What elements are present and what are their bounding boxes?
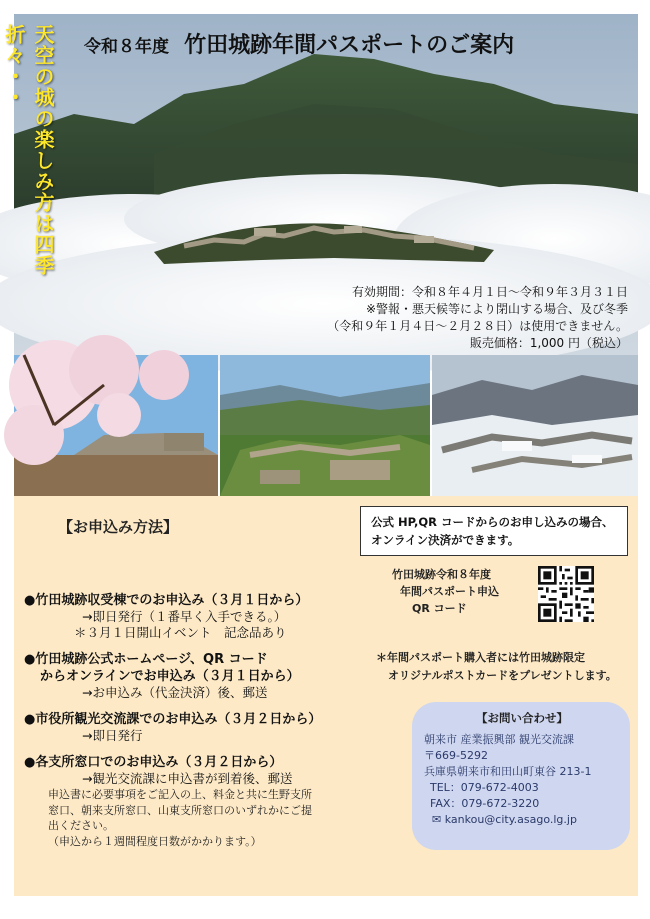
postcard-line: オリジナルポストカードをプレゼントします。 — [388, 669, 617, 682]
contact-fax: FAX：079-672-3220 — [430, 797, 540, 810]
validity-winter: （令和９年１月４日～２月２８日）は使用できません。 — [327, 319, 628, 333]
envelope-icon: ✉ — [432, 813, 442, 826]
contact-postal: 〒669-5292 — [424, 749, 488, 762]
method-branch-office — [24, 754, 394, 849]
hero-banner — [2, 14, 638, 356]
online-notice-line: 公式 HP,QR コードからのお申し込みの場合、 — [371, 515, 614, 529]
catchphrase: 天空の城の楽しみ方は四季折々・・ — [2, 24, 55, 276]
method-note: 窓口、朝来支所窓口、山東支所窓口のいずれかにご提 — [48, 803, 312, 817]
method-ticket-booth — [24, 592, 394, 641]
title-year: 令和８年度 — [84, 37, 169, 57]
photo-spring — [14, 355, 218, 496]
contact-box — [412, 702, 630, 850]
photo-summer — [220, 355, 430, 496]
qr-code[interactable] — [538, 566, 594, 622]
validity-period: 有効期間：令和８年４月１日～令和９年３月３１日 — [351, 285, 628, 299]
postcard-line: ＊年間パスポート購入者には竹田城跡限定 — [376, 651, 585, 664]
method-note: （申込から１週間程度日数がかかります。） — [48, 834, 262, 848]
method-head: ●各支所窓口でのお申込み（３月２日から） — [24, 755, 283, 770]
title-main: 竹田城跡年間パスポートのご案内 — [184, 33, 515, 58]
info-panel — [14, 496, 638, 896]
online-notice-line: オンライン決済ができます。 — [371, 533, 520, 547]
photo-winter — [432, 355, 638, 496]
method-head: ●竹田城跡収受棟でのお申込み（３月１日から） — [24, 593, 309, 608]
method-head: ●竹田城跡公式ホームページ、QR コード — [24, 652, 268, 667]
method-line: →お申込み（代金決済）後、郵送 — [82, 685, 268, 700]
method-line: →観光交流課に申込書が到着後、郵送 — [82, 771, 293, 786]
contact-address: 兵庫県朝来市和田山町東谷 213-1 — [424, 765, 592, 778]
method-line: →即日発行 — [82, 728, 143, 743]
qr-label-line: 年間パスポート申込 — [400, 585, 499, 598]
contact-tel[interactable]: TEL：079-672-4003 — [430, 781, 539, 794]
page-title — [84, 28, 514, 59]
contact-mail-address[interactable]: kankou@city.asago.lg.jp — [444, 813, 577, 826]
online-payment-notice — [360, 506, 628, 556]
method-head-2: からオンラインでお申込み（３月１日から） — [40, 669, 300, 684]
season-photos — [14, 355, 638, 496]
validity-block — [327, 284, 628, 352]
apply-heading: 【お申込み方法】 — [58, 518, 179, 536]
contact-title: 【お問い合わせ】 — [476, 711, 568, 725]
postcard-notice — [376, 649, 617, 685]
sale-price: 販売価格：1,000 円（税込） — [469, 336, 628, 350]
contact-mail[interactable] — [424, 812, 620, 828]
method-head: ●市役所観光交流課でのお申込み（３月２日から） — [24, 712, 322, 727]
qr-label-line: 竹田城跡令和８年度 — [392, 568, 491, 581]
method-line: ＊３月１日開山イベント 記念品あり — [74, 625, 287, 640]
application-methods — [24, 592, 394, 859]
qr-label-line: QR コード — [412, 602, 467, 615]
method-online — [24, 651, 394, 701]
contact-org: 朝来市 産業振興部 観光交流課 — [424, 733, 574, 746]
method-city-hall — [24, 711, 394, 744]
validity-warning: ※警報・悪天候等により閉山する場合、及び冬季 — [365, 302, 628, 316]
method-note: 出ください。 — [48, 819, 114, 832]
qr-label — [392, 566, 499, 617]
method-line: →即日発行（１番早く入手できる。） — [82, 609, 287, 624]
method-note: 申込書に必要事項をご記入の上、料金と共に生野支所 — [48, 788, 312, 801]
